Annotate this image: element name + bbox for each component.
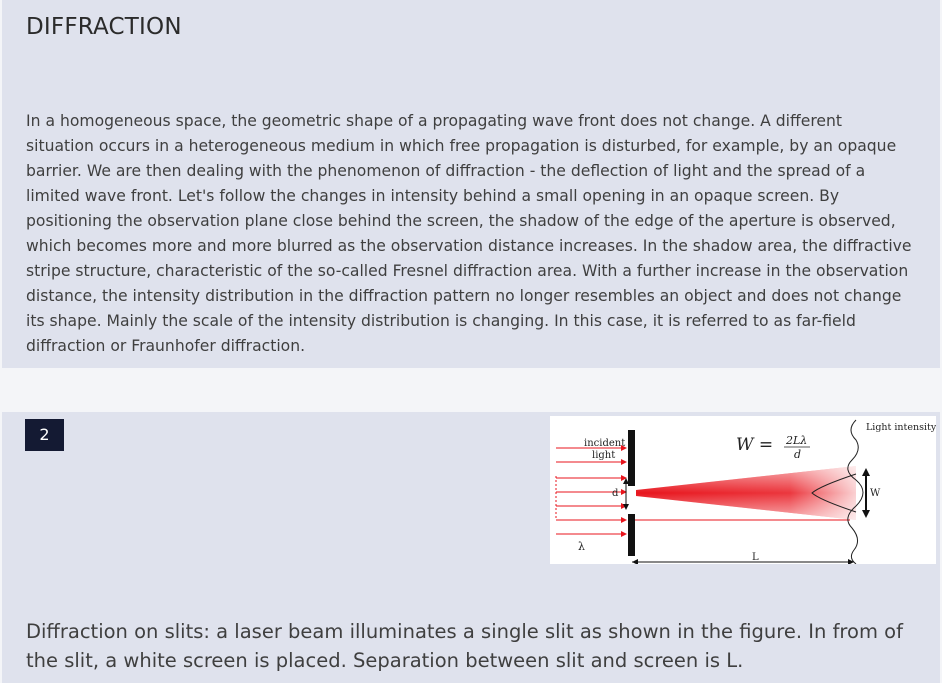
intro-paragraph: In a homogeneous space, the geometric shape of a propagating wave front does not change. A different situation occurs in a heterogeneous medium in which free propagation is disturbed, for example, by an opaque barrier. We are then dealing with the phenomenon of diffraction - the deflection of light and the spread of a limited wave front. Let's follow the changes in intensity behind a small opening in an opaque screen. By positioning the observation plane close behind the screen, the shadow of the edge of the aperture is observed, which becomes more and more blurred as the observation distance increases. In the shadow area, the diffractive stripe structure, characteristic of the so-called Fresnel diffraction area. With a further increase in the observation distance, the intensity distribution in the diffraction pattern no longer resembles an object and does not change its shape. Mainly the scale of the intensity distribution is changing. In this case, it is referred to as far-field diffraction or Fraunhofer diffraction. bbox=[26, 112, 912, 355]
question-number-badge: 2 bbox=[25, 419, 64, 451]
diffraction-diagram bbox=[550, 416, 936, 564]
wavelength-label: λ bbox=[578, 540, 585, 553]
intensity-label: Light intensity bbox=[866, 422, 936, 433]
diffraction-figure bbox=[550, 416, 936, 564]
incident-label-2: light bbox=[592, 450, 616, 461]
formula-lhs: W = bbox=[736, 435, 774, 455]
formula-denominator: d bbox=[794, 448, 802, 461]
slit-barrier-top bbox=[628, 430, 635, 486]
incident-label-1: incident bbox=[584, 438, 626, 449]
section-title: DIFFRACTION bbox=[26, 14, 182, 40]
slit-barrier-bottom bbox=[628, 514, 635, 556]
slit-label: d bbox=[612, 488, 619, 499]
question-caption: Diffraction on slits: a laser beam illuminates a single slit as shown in the figure. In from of the slit, a white screen is placed. Separation between slit and screen is L. bbox=[26, 620, 903, 672]
distance-label: L bbox=[752, 552, 759, 563]
formula-numerator: 2Lλ bbox=[786, 434, 808, 447]
width-label: W bbox=[870, 488, 881, 499]
